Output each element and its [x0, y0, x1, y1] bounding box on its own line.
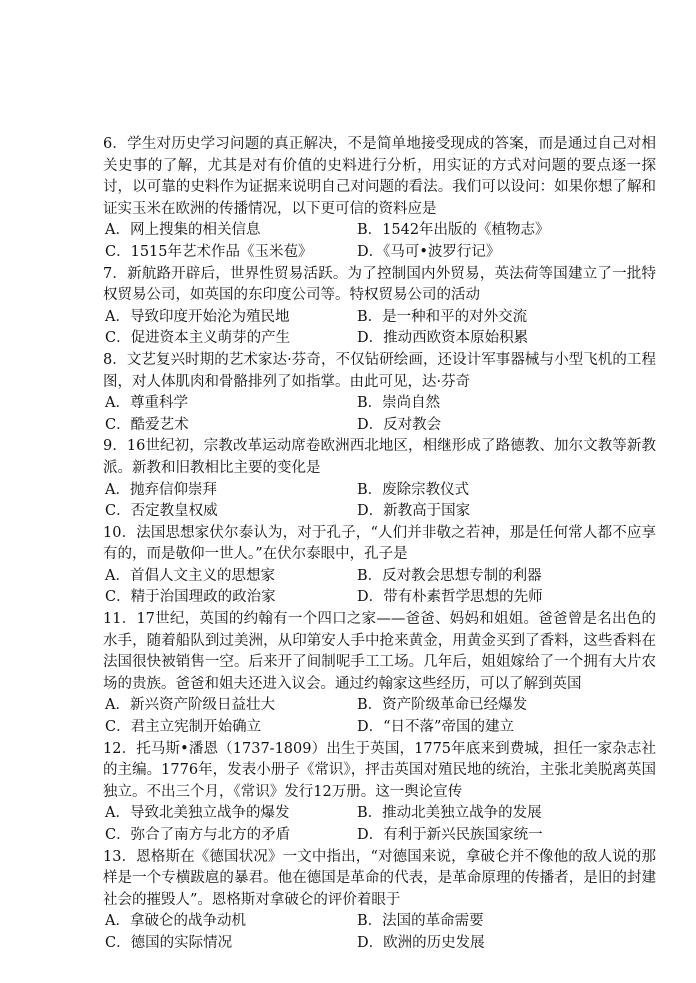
option-c: C．促进资本主义萌芽的产生	[105, 330, 291, 347]
option-d: D．有利于新兴民族国家统一	[357, 827, 543, 843]
question-stem: 10．法国思想家伏尔泰认为，对于孔子，“人们并非敬之若神，那是任何常人都不应享有的，而是敬仰一世人。”在伏尔泰眼中，孔子是	[103, 524, 656, 563]
option-c: C．精于治国理政的政治家	[105, 589, 276, 606]
question-stem: 6．学生对历史学习问题的真正解决，不是简单地接受现成的答案，而是通过自己对相关史事的了解，尤其是对有价值的史料进行分析，用实证的方式对问题的要点逐一探讨，以可靠的史料作为证据来说明自己对问题的看法。我们可以设问：如果你想了解和证实玉米在欧洲的传播情况，以下更可信的资料应是	[103, 136, 656, 217]
question-9	[103, 436, 656, 522]
option-b: B．推动北美独立战争的发展	[357, 805, 542, 822]
option-c: C．1515年艺术作品《玉米苞》	[105, 243, 313, 260]
option-d: D．推动西欧资本原始积累	[357, 330, 529, 347]
option-b: B．法国的革命需要	[357, 913, 484, 930]
option-a: A．导致北美独立战争的爆发	[105, 805, 290, 822]
option-a: A．尊重科学	[105, 395, 188, 412]
option-a: A．首倡人文主义的思想家	[105, 567, 275, 584]
options	[103, 566, 656, 609]
question-11	[103, 609, 656, 739]
question-7	[103, 264, 656, 350]
option-d: D．“日不落”帝国的建立	[357, 719, 514, 736]
option-b: B．崇尚自然	[357, 395, 441, 412]
option-d: D．新教高于国家	[357, 503, 471, 520]
option-a: A．新兴资产阶级日益壮大	[105, 697, 275, 714]
options	[103, 911, 656, 954]
options	[103, 803, 656, 846]
options	[103, 220, 656, 263]
options	[103, 695, 656, 738]
option-d: D．反对教会	[357, 416, 442, 433]
question-6	[103, 134, 656, 264]
option-b: B．是一种和平的对外交流	[357, 308, 528, 325]
option-d: D．带有朴素哲学思想的先师	[357, 589, 543, 606]
option-c: C．酷爱艺术	[105, 416, 189, 433]
option-b: B．1542年出版的《植物志》	[357, 222, 550, 239]
question-stem: 8．文艺复兴时期的艺术家达·芬奇，不仅钻研绘画，还设计军事器械与小型飞机的工程图，对人体肌肉和骨骼排列了如指掌。由此可见，达·芬奇	[103, 351, 656, 390]
question-stem: 7．新航路开辟后，世界性贸易活跃。为了控制国内外贸易，英法荷等国建立了一批特权贸易公司，如英国的东印度公司等。特权贸易公司的活动	[103, 265, 656, 304]
option-a: A．网上搜集的相关信息	[105, 222, 261, 239]
option-c: C．弥合了南方与北方的矛盾	[105, 827, 291, 843]
option-d: D．《马可•波罗行记》	[357, 243, 501, 260]
question-13	[103, 847, 656, 955]
question-stem: 12．托马斯•潘恩（1737-1809）出生于英国，1775年底来到费城，担任一家杂志社的主编。1776年，发表小册子《常识》，抨击英国对殖民地的统治，主张北美脱离英国独立。不出三个月，《常识》发行12万册。这一舆论宣传	[103, 740, 656, 800]
question-stem: 13．恩格斯在《德国状况》一文中指出，“对德国来说，拿破仑并不像他的敌人说的那样是一个专横跋扈的暴君。他在德国是革命的代表，是革命原理的传播者，是旧的封建社会的摧毁人”。恩格斯对拿破仑的评价着眼于	[103, 848, 656, 908]
question-8	[103, 350, 656, 436]
option-c: C．德国的实际情况	[105, 934, 233, 951]
options	[103, 307, 656, 350]
option-b: B．反对教会思想专制的利器	[357, 567, 542, 584]
question-stem: 9．16世纪初，宗教改革运动席卷欧洲西北地区，相继形成了路德教、加尔文教等新教派。新教和旧教相比主要的变化是	[103, 438, 656, 476]
option-b: B．资产阶级革命已经爆发	[357, 697, 528, 714]
question-stem: 11．17世纪，英国的约翰有一个四口之家——爸爸、妈妈和姐姐。爸爸曾是名出色的水手，随着船队到过美洲，从印第安人手中抢来黄金，用黄金买到了香料，这些香料在法国很快被销售一空。后来开了间制呢手工工场。几年后，姐姐嫁给了一个拥有大片农场的贵族。爸爸和姐夫还进入议会。通过约翰家这些经历，可以了解到英国	[103, 611, 656, 692]
option-a: A．抛弃信仰崇拜	[105, 481, 217, 498]
option-a: A．拿破仑的战争动机	[105, 913, 246, 930]
option-b: B．废除宗教仪式	[357, 481, 470, 498]
options	[103, 480, 656, 523]
question-10	[103, 523, 656, 609]
option-a: A．导致印度开始沦为殖民地	[105, 308, 290, 325]
option-c: C．否定教皇权威	[105, 503, 218, 520]
question-12	[103, 739, 656, 847]
option-c: C．君主立宪制开始确立	[105, 719, 262, 736]
option-d: D．欧洲的历史发展	[357, 934, 485, 951]
options	[103, 393, 656, 436]
